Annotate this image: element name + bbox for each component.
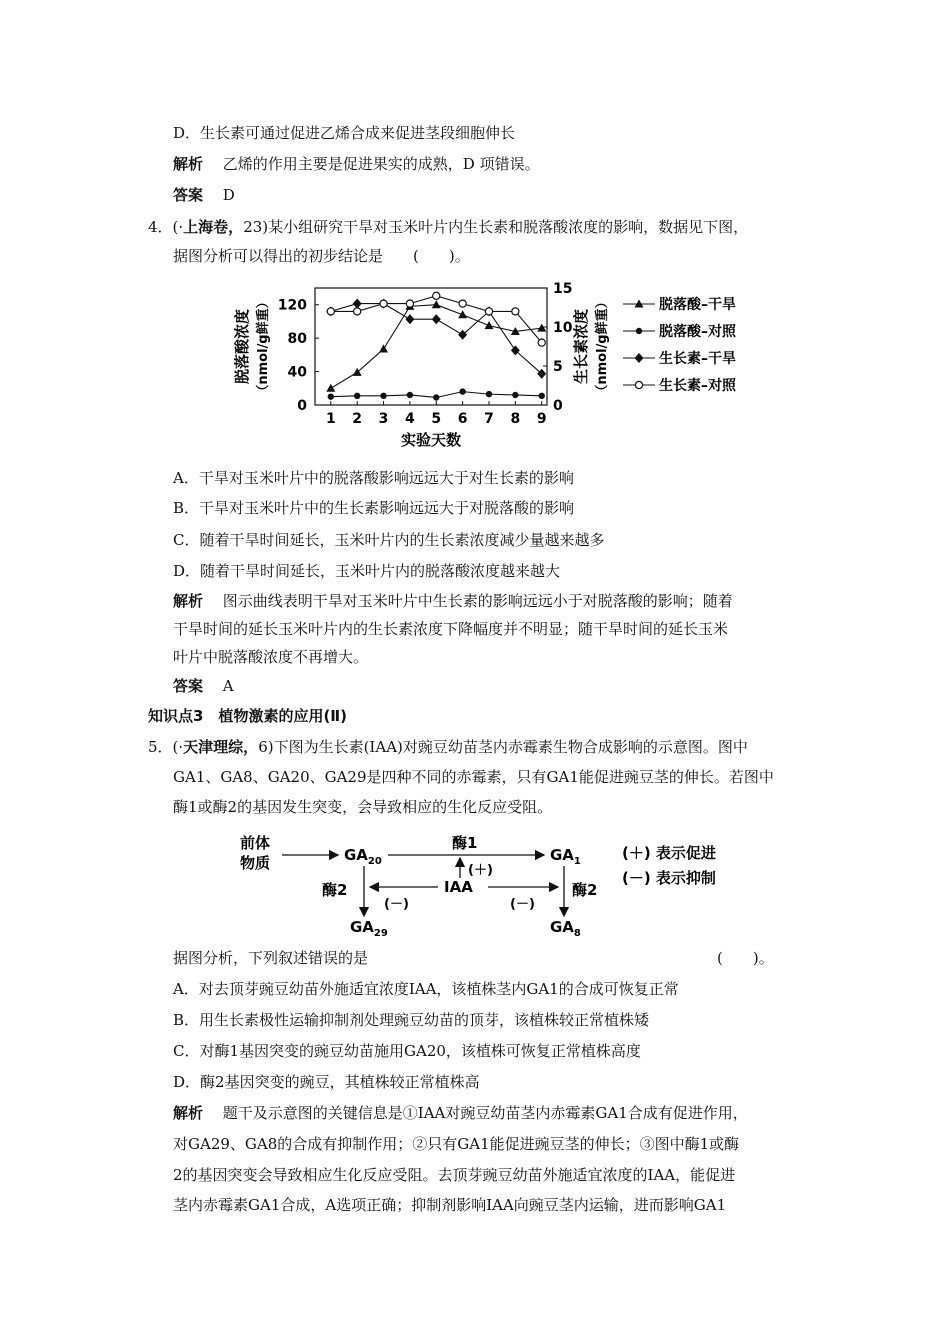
data-point xyxy=(432,314,441,324)
q5-option-a: A．对去顶芽豌豆幼苗外施适宜浓度IAA，该植株茎内GA1的合成可恢复正常 xyxy=(173,980,679,998)
q5-option-b: B．用生长素极性运输抑制剂处理豌豆幼苗的顶芽，该植株较正常植株矮 xyxy=(173,1011,650,1029)
q4-analysis-label: 解析 xyxy=(173,592,204,610)
x-tick-label: 9 xyxy=(536,411,547,427)
data-point xyxy=(485,321,494,329)
q4-analysis-line2: 干旱时间的延长玉米叶片内的生长素浓度下降幅度并不明显；随干旱时间的延长玉米 xyxy=(173,620,729,638)
diagram-enzyme2-right: 酶2 xyxy=(572,881,598,899)
q4-answer-value: A xyxy=(222,677,234,695)
data-point xyxy=(458,310,467,318)
right-tick-label: 0 xyxy=(553,398,563,414)
data-point xyxy=(432,300,441,308)
diagram-minus-left: (－) xyxy=(384,897,409,912)
q4-line2: 据图分析可以得出的初步结论是 ( )。 xyxy=(173,247,470,265)
q5-number: 5． xyxy=(148,738,173,756)
right-tick-label: 10 xyxy=(553,320,573,336)
q5-analysis-text1: 题干及示意图的关键信息是①IAA对豌豆幼苗茎内赤霉素GA1合成有促进作用， xyxy=(222,1104,748,1122)
left-tick-label: 40 xyxy=(287,364,307,381)
q4-source-open: (· xyxy=(172,218,184,236)
q5-stem xyxy=(173,948,368,968)
q4-analysis-line1 xyxy=(173,591,733,611)
legend-marker xyxy=(635,353,644,363)
q5-analysis-line2: 对GA29、GA8的合成有抑制作用；②只有GA1能促进豌豆茎的伸长；③图中酶1或酶 xyxy=(173,1135,740,1153)
diagram-precursor-1: 前体 xyxy=(240,834,271,852)
data-point xyxy=(406,300,413,307)
right-axis-label: 生长素浓度 xyxy=(572,308,590,385)
data-point xyxy=(353,299,362,309)
diagram-precursor-2: 物质 xyxy=(240,854,271,872)
x-tick-label: 1 xyxy=(325,411,336,427)
q4-source-rest: 23)某小组研究干旱对玉米叶片内生长素和脱落酸浓度的影响，数据见下图， xyxy=(243,218,749,236)
data-point xyxy=(354,308,361,315)
q5-analysis-line1 xyxy=(173,1103,748,1123)
x-tick-label: 3 xyxy=(378,411,389,427)
x-axis-label: 实验天数 xyxy=(400,431,462,449)
data-point xyxy=(539,393,545,399)
q4-analysis-line3: 叶片中脱落酸浓度不再增大。 xyxy=(173,648,369,666)
diagram-ga29: $GA_{29}$ xyxy=(350,918,388,939)
left-tick-label: 80 xyxy=(287,331,307,348)
data-point xyxy=(407,392,413,398)
x-tick-label: 8 xyxy=(510,411,521,427)
x-tick-label: 6 xyxy=(457,411,468,427)
legend-label: 脱落酸–干旱 xyxy=(659,297,736,313)
data-point xyxy=(512,392,518,398)
q5-analysis-label: 解析 xyxy=(173,1104,204,1122)
right-tick-label: 15 xyxy=(553,281,573,297)
diagram-legend-minus: (－) 表示抑制 xyxy=(622,869,716,887)
q5-stem-text: 据图分析，下列叙述错误的是 xyxy=(173,949,369,967)
x-tick-label: 7 xyxy=(484,411,494,427)
q4-analysis-text1: 图示曲线表明干旱对玉米叶片中生长素的影响远远小于对脱落酸的影响；随着 xyxy=(222,592,733,610)
q5-line1 xyxy=(148,737,748,757)
data-point xyxy=(328,393,334,399)
q4-option-d: D．随着干旱时间延长，玉米叶片内的脱落酸浓度越来越大 xyxy=(173,562,561,580)
legend-label: 脱落酸–对照 xyxy=(659,324,736,340)
data-point xyxy=(327,308,334,315)
q5-line2: GA1、GA8、GA20、GA29是四种不同的赤霉素，只有GA1能促进豌豆茎的伸长。若图中 xyxy=(173,768,774,786)
data-point xyxy=(538,339,545,346)
data-point xyxy=(405,314,414,324)
diagram-enzyme1: 酶1 xyxy=(452,834,478,852)
data-point xyxy=(486,391,492,397)
section-title: 知识点3 植物激素的应用(Ⅱ) xyxy=(148,707,348,725)
data-point xyxy=(380,300,387,307)
data-point xyxy=(326,384,335,392)
diagram-ga1: $GA_1$ xyxy=(550,846,581,867)
data-point xyxy=(485,308,492,315)
q4-source: 上海卷， xyxy=(183,218,244,236)
right-tick-label: 5 xyxy=(553,359,563,375)
x-tick-label: 2 xyxy=(352,411,363,427)
data-point xyxy=(354,393,360,399)
data-point xyxy=(459,388,465,394)
legend-label: 生长素–对照 xyxy=(659,378,736,394)
series-line-3 xyxy=(331,304,542,374)
data-point xyxy=(512,308,519,315)
q4-option-a: A．干旱对玉米叶片中的脱落酸影响远远大于对生长素的影响 xyxy=(173,469,574,487)
left-axis-unit: （nmol/g鲜重） xyxy=(256,295,271,398)
answer-value: D xyxy=(222,186,235,204)
legend-label: 生长素–干旱 xyxy=(659,351,736,367)
data-point xyxy=(433,292,440,299)
q5-source: 天津理综， xyxy=(183,738,259,756)
q4-answer xyxy=(173,676,234,696)
diagram-ga20: $GA_{20}$ xyxy=(344,846,382,867)
data-point xyxy=(379,345,388,353)
q4-answer-label: 答案 xyxy=(173,677,204,695)
diagram-minus-right: (－) xyxy=(510,897,535,912)
legend-marker xyxy=(636,328,642,334)
analysis-text: 乙烯的作用主要是促进果实的成熟，D 项错误。 xyxy=(222,155,540,173)
q5-analysis-line4: 茎内赤霉素GA1合成，A选项正确；抑制剂影响IAA向豌豆茎内运输，进而影响GA1 xyxy=(173,1196,727,1214)
option-d: D．生长素可通过促进乙烯合成来促进茎段细胞伸长 xyxy=(173,124,516,142)
q5-line3: 酶1或酶2的基因发生突变，会导致相应的生化反应受阻。 xyxy=(173,798,553,816)
x-tick-label: 5 xyxy=(431,411,442,427)
data-point xyxy=(380,393,386,399)
q5-analysis-line3: 2的基因突变会导致相应生化反应受阻。去顶芽豌豆幼苗外施适宜浓度的IAA，能促进 xyxy=(173,1166,736,1184)
data-point xyxy=(537,324,546,332)
q5-source-open: (· xyxy=(172,738,184,756)
left-axis-label: 脱落酸浓度 xyxy=(233,308,251,385)
q4-number: 4． xyxy=(148,218,173,236)
q5-option-d: D．酶2基因突变的豌豆，其植株较正常植株高 xyxy=(173,1073,480,1091)
diagram-enzyme2-left: 酶2 xyxy=(322,881,348,899)
left-tick-label: 0 xyxy=(297,398,307,414)
q4-option-b: B．干旱对玉米叶片中的生长素影响远远大于对脱落酸的影响 xyxy=(173,499,575,517)
diagram-plus: (＋) xyxy=(468,863,493,878)
right-axis-unit: （nmol/g鲜重） xyxy=(595,295,610,398)
diagram-iaa: IAA xyxy=(444,878,473,896)
x-tick-label: 4 xyxy=(405,411,415,427)
data-point xyxy=(433,394,439,400)
analysis-label: 解析 xyxy=(173,155,204,173)
q5-option-c: C．对酶1基因突变的豌豆幼苗施用GA20，该植株可恢复正常植株高度 xyxy=(173,1042,641,1060)
answer-label: 答案 xyxy=(173,186,204,204)
data-point xyxy=(459,300,466,307)
diagram-legend-plus: (＋) 表示促进 xyxy=(622,844,716,862)
q5-source-rest: 6)下图为生长素(IAA)对豌豆幼苗茎内赤霉素生物合成影响的示意图。图中 xyxy=(258,738,748,756)
q5-stem-blank: ( )。 xyxy=(717,949,774,967)
diagram-ga8: $GA_8$ xyxy=(550,918,581,939)
left-tick-label: 120 xyxy=(277,297,307,314)
answer xyxy=(173,185,235,205)
gibberellin-pathway-diagram xyxy=(230,828,750,943)
hormone-line-chart xyxy=(225,280,765,460)
legend-marker xyxy=(635,381,642,388)
analysis xyxy=(173,154,540,174)
q4-option-c: C．随着干旱时间延长，玉米叶片内的生长素浓度减少量越来越多 xyxy=(173,531,605,549)
q4-line1 xyxy=(148,217,748,237)
